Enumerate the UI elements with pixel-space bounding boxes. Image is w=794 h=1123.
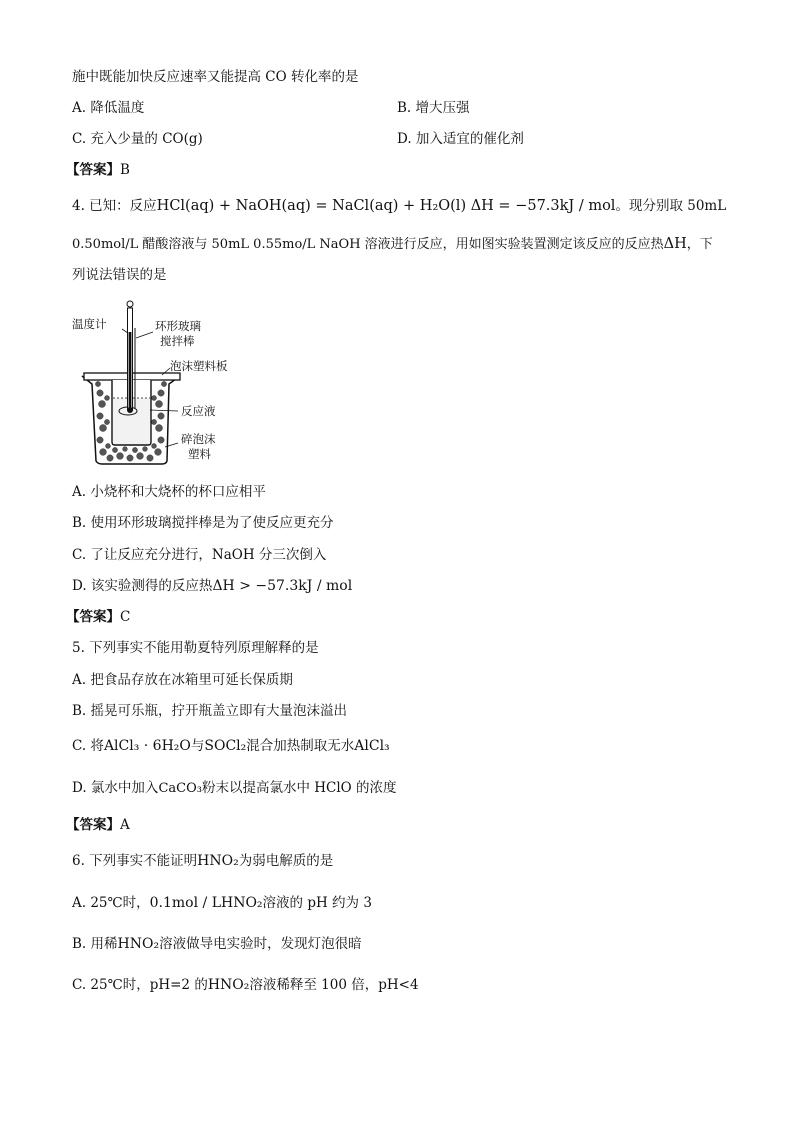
option-4d-text: D. 该实验测得的反应热 [72,578,213,594]
answer-value: A [120,817,130,833]
label-stirrer-2: 搅拌棒 [160,334,195,348]
question-5-stem: 5. 下列事实不能用勒夏特列原理解释的是 [72,640,319,656]
question-4-line-2 [72,234,713,255]
formula-hno2: HNO₂ [197,853,239,869]
reaction-equation: HCl(aq) + NaOH(aq) = NaCl(aq) + H₂O(l) ΔH = −57.3kJ / mol [156,198,616,214]
label-stirrer-1: 环形玻璃 [155,319,201,333]
label-foam-board: 泡沫塑料板 [170,359,228,373]
option-5d-prefix: D. 氯水中加入 [72,780,159,796]
question-6-tail: 为弱电解质的是 [238,853,334,869]
option-6a [72,893,372,913]
option-6b-text: 溶液做导电实验时，发现灯泡很暗 [159,936,362,952]
option-4a: A. 小烧杯和大烧杯的杯口应相平 [72,484,266,500]
option-5c-and: 与 [190,738,205,754]
question-4-prefix: 4. 已知：反应 [72,198,157,214]
answer-label: 【答案】 [66,817,120,833]
question-4-line-3: 列说法错误的是 [72,267,167,283]
option-5d [72,778,397,799]
question-4-line1-tail: 。现分别取 50mL [615,198,727,214]
option-6c-text: 溶液稀释至 100 倍，pH<4 [249,977,419,993]
question-6-stem [72,851,333,871]
formula-hno2: HNO₂ [207,977,250,993]
answer-4 [66,607,130,627]
label-reaction-liquid: 反应液 [181,404,216,418]
question-6-prefix: 6. 下列事实不能证明 [72,853,198,869]
option-5d-text: 粉末以提高氯水中 HClO 的浓度 [201,780,397,796]
answer-value: C [120,609,131,625]
option-4b: B. 使用环形玻璃搅拌棒是为了使反应更充分 [72,515,334,531]
calorimeter-diagram [70,298,250,470]
option-6b [72,934,362,954]
question-3-stem-tail: 施中既能加快反应速率又能提高 CO 转化率的是 [72,69,359,85]
label-foam-2: 塑料 [188,447,211,461]
formula-hno2-conc: 0.1mol / LHNO₂ [149,895,263,911]
option-5b: B. 摇晃可乐瓶，拧开瓶盖立即有大量泡沫溢出 [72,703,348,719]
delta-h-symbol: ΔH [663,236,687,252]
option-3d: D. 加入适宜的催化剂 [397,131,524,147]
answer-label: 【答案】 [66,162,120,178]
option-6b-prefix: B. 用稀 [72,936,118,952]
option-6a-prefix: A. 25℃时， [72,895,150,911]
question-4-line-1 [72,196,726,216]
formula-caco3: CaCO₃ [158,781,202,796]
formula-hno2: HNO₂ [117,936,160,952]
option-4d [72,576,352,596]
option-4d-math: ΔH > −57.3kJ / mol [212,578,353,594]
option-3a: A. 降低温度 [72,100,145,116]
option-6c-prefix: C. 25℃时，pH=2 的 [72,977,208,993]
option-5c-text: 混合加热制取无水 [246,738,355,754]
formula-socl2: SOCl₂ [204,738,247,754]
formula-alcl3-hydrate: AlCl₃ · 6H₂O [103,738,191,754]
option-3b: B. 增大压强 [397,100,470,116]
answer-3 [66,160,130,180]
label-foam-1: 碎泡沫 [181,432,216,446]
answer-value: B [120,162,130,178]
option-5a: A. 把食品存放在冰箱里可延长保质期 [72,672,293,688]
option-6a-text: 溶液的 pH 约为 3 [262,895,372,911]
formula-alcl3: AlCl₃ [354,738,390,754]
label-thermometer: 温度计 [72,317,107,331]
option-3c: C. 充入少量的 CO(g) [72,131,203,147]
question-4-line2-tail: ，下 [686,237,713,252]
option-5c-prefix: C. 将 [72,738,104,754]
question-4-line2-text: 0.50mol/L 醋酸溶液与 50mL 0.55mo/L NaOH 溶液进行反应，用如图实验装置测定该反应的反应热 [72,237,664,252]
option-4c: C. 了让反应充分进行，NaOH 分三次倒入 [72,547,327,563]
answer-label: 【答案】 [66,609,120,625]
option-6c [72,975,419,995]
answer-5 [66,815,130,835]
option-5c [72,736,390,756]
